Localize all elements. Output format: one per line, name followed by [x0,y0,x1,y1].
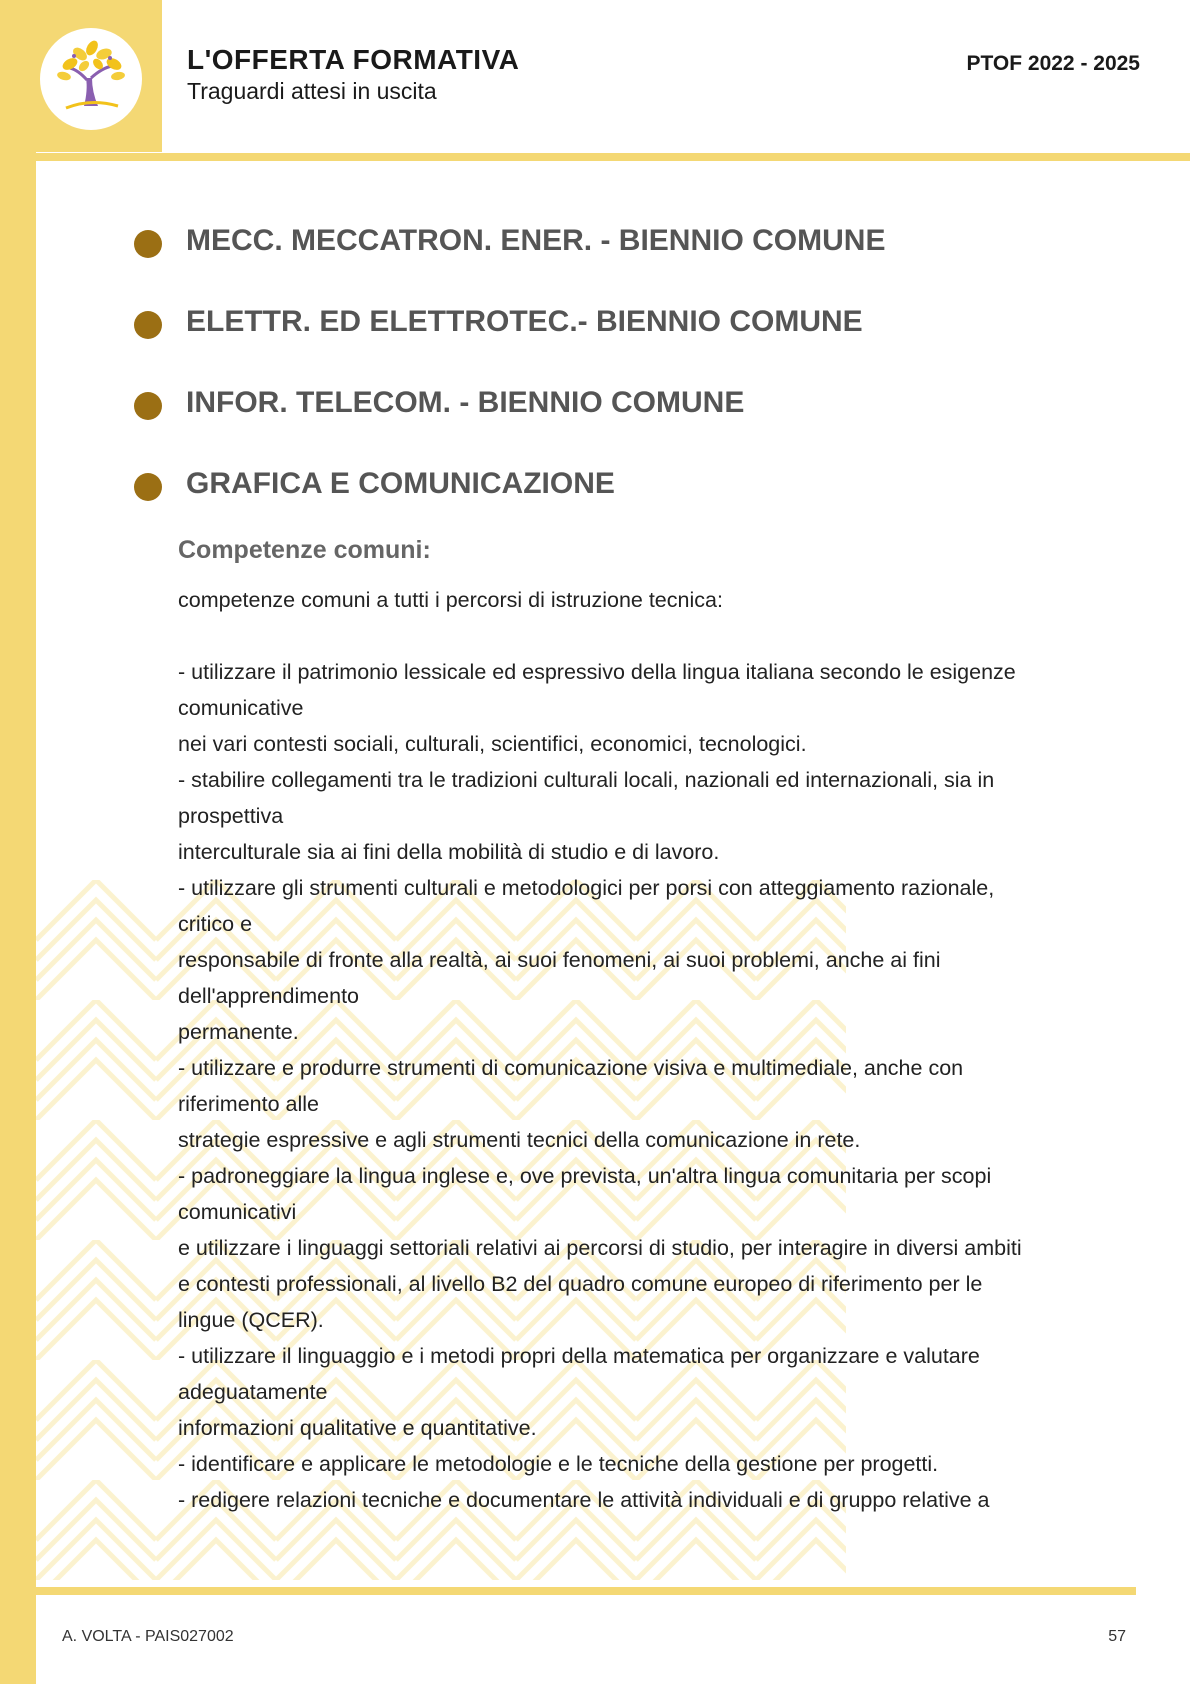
list-item [134,384,1134,424]
text-line: nei vari contesti sociali, culturali, scientifici, economici, tecnologici. [178,732,807,756]
tree-logo-icon [40,28,142,130]
text-line: permanente. [178,1020,299,1044]
bullet-dot-icon [134,311,162,339]
text-line: competenze comuni a tutti i percorsi di istruzione tecnica: [178,588,723,612]
header-divider [36,153,1190,161]
text-line: e contesti professionali, al livello B2 del quadro comune europeo di riferimento per le [178,1272,983,1296]
text-line: comunicativi [178,1200,297,1224]
text-line: - utilizzare e produrre strumenti di comunicazione visiva e multimediale, anche con [178,1056,964,1080]
text-line: informazioni qualitative e quantitative. [178,1416,537,1440]
footer-divider [36,1587,1136,1595]
logo-panel [0,0,162,152]
text-line: lingue (QCER). [178,1308,324,1332]
text-line: - padroneggiare la lingua inglese e, ove prevista, un'altra lingua comunitaria per scopi [178,1164,992,1188]
text-line: prospettiva [178,804,284,828]
list-item [134,465,1134,505]
text-line: adeguatamente [178,1380,328,1404]
bullet-dot-icon [134,473,162,501]
list-item [134,303,1134,343]
course-heading: ELETTR. ED ELETTROTEC.- BIENNIO COMUNE [186,305,863,338]
body-text [178,582,1108,1518]
text-line: - identificare e applicare le metodologie e le tecniche della gestione per progetti. [178,1452,939,1476]
text-line: - redigere relazioni tecniche e documentare le attività individuali e di gruppo relative a [178,1488,990,1512]
course-heading: INFOR. TELECOM. - BIENNIO COMUNE [186,386,745,419]
text-line: e utilizzare i linguaggi settoriali relativi ai percorsi di studio, per interagire in diversi ambiti [178,1236,1022,1260]
text-line: responsabile di fronte alla realtà, ai suoi fenomeni, ai suoi problemi, anche ai fini [178,948,941,972]
text-line: critico e [178,912,253,936]
text-line: dell'apprendimento [178,984,360,1008]
text-line: strategie espressive e agli strumenti tecnici della comunicazione in rete. [178,1128,861,1152]
text-line: interculturale sia ai fini della mobilità di studio e di lavoro. [178,840,720,864]
bullet-dot-icon [134,230,162,258]
section-title: Competenze comuni: [178,536,431,564]
text-line: - utilizzare il patrimonio lessicale ed espressivo della lingua italiana secondo le esigenze [178,660,1016,684]
text-line: comunicative [178,696,304,720]
text-line: - utilizzare il linguaggio e i metodi propri della matematica per organizzare e valutare [178,1344,980,1368]
text-line [178,618,1108,654]
left-accent-bar [0,0,36,1684]
course-heading: GRAFICA E COMUNICAZIONE [186,467,615,500]
list-item [134,222,1134,262]
bullet-dot-icon [134,392,162,420]
text-line: - stabilire collegamenti tra le tradizioni culturali locali, nazionali ed internazionali, sia in [178,768,995,792]
ptof-label: PTOF 2022 - 2025 [966,52,1140,75]
text-line: - utilizzare gli strumenti culturali e metodologici per porsi con atteggiamento razionale, [178,876,995,900]
text-line: riferimento alle [178,1092,319,1116]
page-title: L'OFFERTA FORMATIVA [187,44,520,75]
course-heading: MECC. MECCATRON. ENER. - BIENNIO COMUNE [186,224,886,257]
footer-school: A. VOLTA - PAIS027002 [62,1628,234,1645]
page-number: 57 [1108,1628,1126,1645]
page-subtitle: Traguardi attesi in uscita [187,78,437,104]
